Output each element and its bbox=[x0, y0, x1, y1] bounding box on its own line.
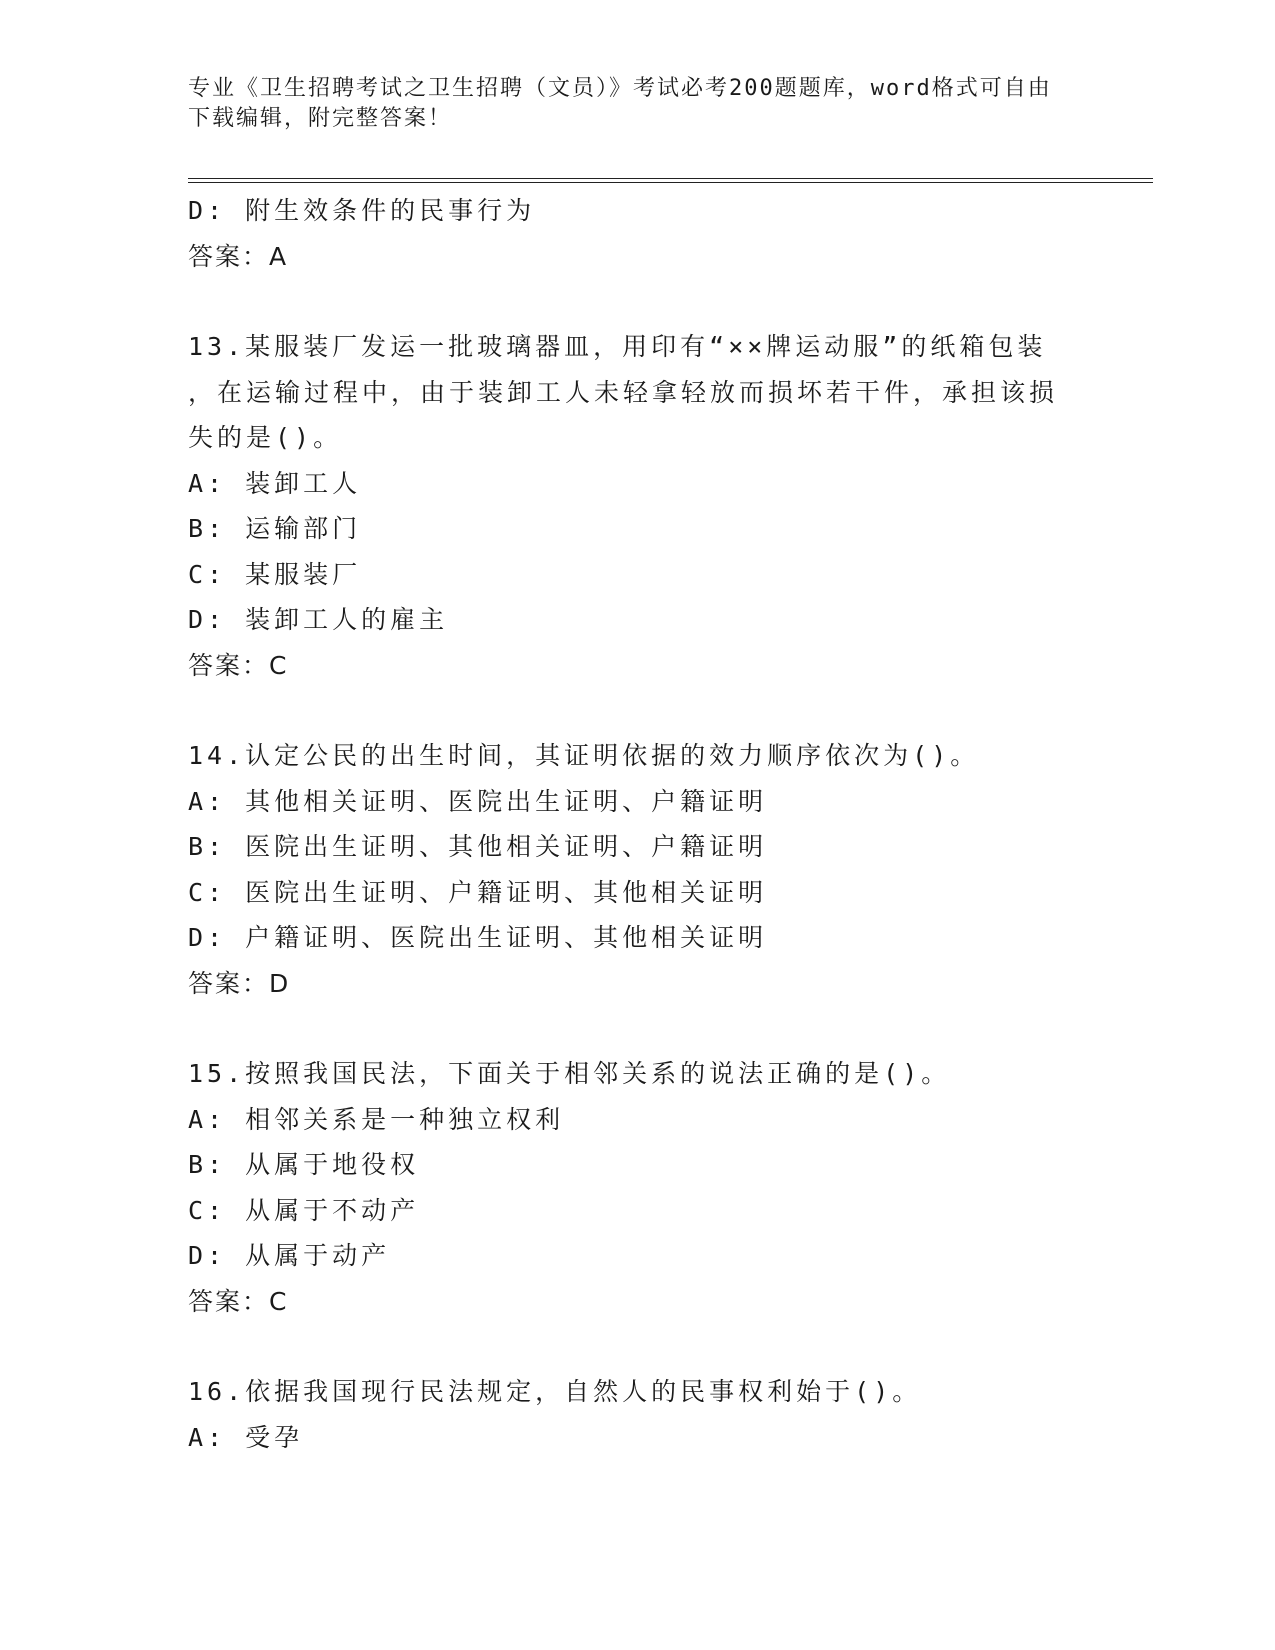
spacer bbox=[188, 1006, 1088, 1051]
question-stem-line: 14.认定公民的出生时间，其证明依据的效力顺序依次为()。 bbox=[188, 741, 980, 770]
question-14 bbox=[188, 733, 1088, 1006]
question-stem-line: 失的是()。 bbox=[188, 423, 343, 452]
option-d: D: 户籍证明、医院出生证明、其他相关证明 bbox=[188, 923, 768, 952]
question-stem-line: 16.依据我国现行民法规定，自然人的民事权利始于()。 bbox=[188, 1377, 922, 1406]
option-d: D: 装卸工人的雇主 bbox=[188, 605, 449, 634]
option-b: B: 医院出生证明、其他相关证明、户籍证明 bbox=[188, 832, 768, 861]
option-d: D: 附生效条件的民事行为 bbox=[188, 196, 536, 225]
answer-line: 答案：A bbox=[188, 241, 289, 271]
option-c: C: 某服装厂 bbox=[188, 559, 362, 589]
question-16 bbox=[188, 1369, 1088, 1460]
option-a: A: 其他相关证明、医院出生证明、户籍证明 bbox=[188, 786, 768, 816]
spacer bbox=[188, 688, 1088, 733]
option-b: B: 从属于地役权 bbox=[188, 1150, 420, 1179]
question-stem-line: ，在运输过程中，由于装卸工人未轻拿轻放而损坏若干件，承担该损 bbox=[188, 377, 1059, 407]
answer-line: 答案：D bbox=[188, 968, 291, 998]
header-divider-top bbox=[188, 178, 1153, 179]
option-c: C: 医院出生证明、户籍证明、其他相关证明 bbox=[188, 877, 768, 907]
question-list bbox=[188, 188, 1088, 1460]
header-divider-bottom bbox=[188, 182, 1153, 183]
spacer bbox=[188, 1324, 1088, 1369]
option-a: A: 装卸工人 bbox=[188, 468, 362, 498]
question-15 bbox=[188, 1051, 1088, 1324]
question-13 bbox=[188, 324, 1088, 688]
answer-line: 答案：C bbox=[188, 650, 289, 680]
option-a: A: 相邻关系是一种独立权利 bbox=[188, 1104, 565, 1134]
spacer bbox=[188, 279, 1088, 324]
question-stem-line: 13.某服装厂发运一批玻璃器皿，用印有“××牌运动服”的纸箱包装 bbox=[188, 332, 1047, 361]
document-header: 专业《卫生招聘考试之卫生招聘（文员）》考试必考200题题库，word格式可自由下载编辑，附完整答案！ bbox=[188, 76, 1052, 131]
option-a: A: 受孕 bbox=[188, 1422, 304, 1452]
question-stem-line: 15.按照我国民法，下面关于相邻关系的说法正确的是()。 bbox=[188, 1059, 951, 1088]
option-c: C: 从属于不动产 bbox=[188, 1195, 420, 1225]
option-b: B: 运输部门 bbox=[188, 514, 362, 543]
answer-line: 答案：C bbox=[188, 1286, 289, 1316]
option-d: D: 从属于动产 bbox=[188, 1241, 391, 1270]
